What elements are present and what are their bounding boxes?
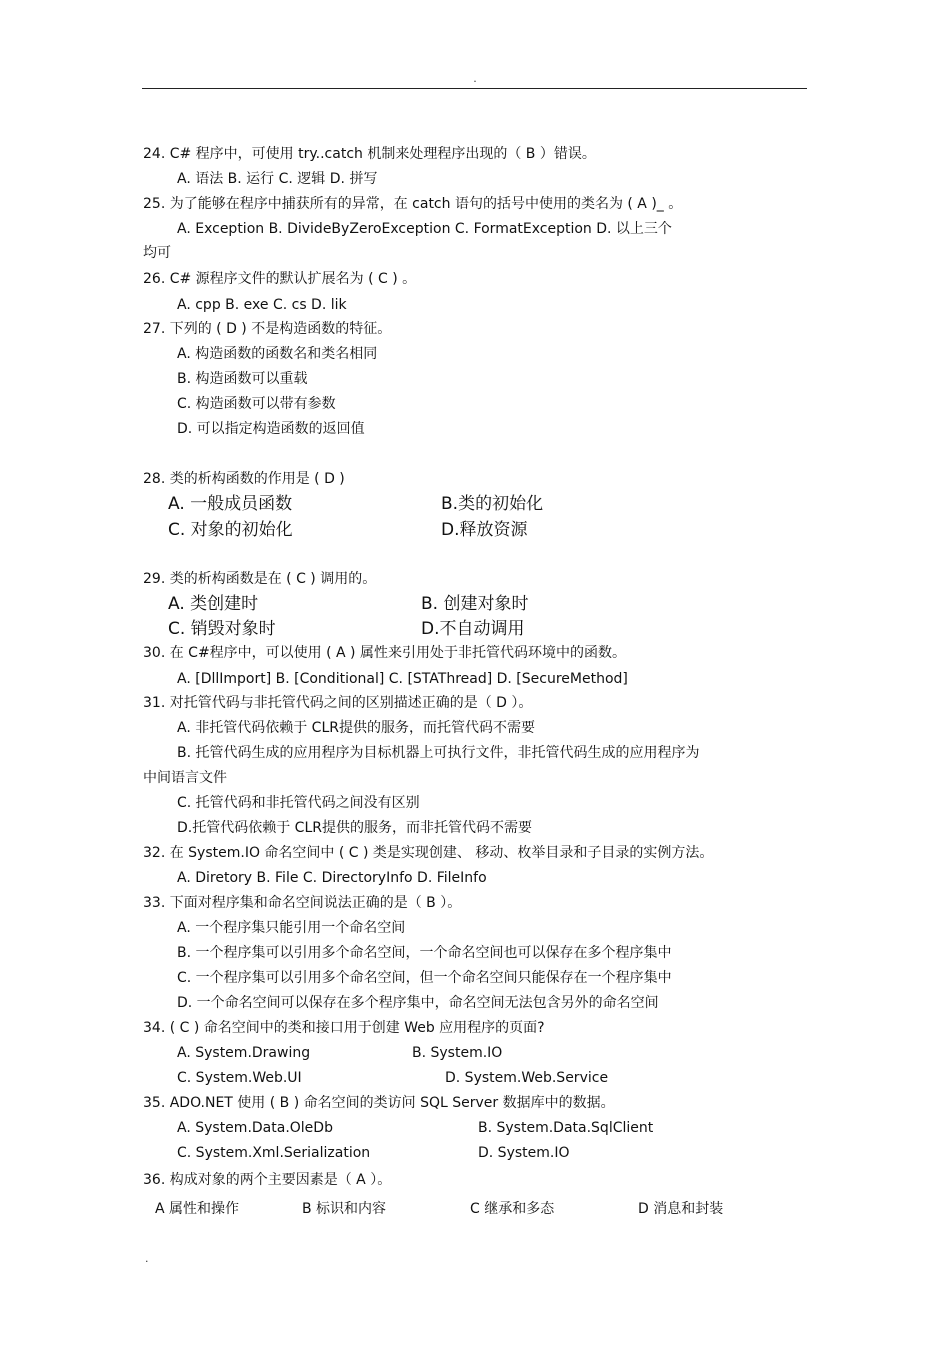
question-35-option-d: D. System.IO — [478, 1145, 570, 1161]
question-33-option-a: A. 一个程序集只能引用一个命名空间 — [177, 920, 406, 936]
question-27-option-b: B. 构造函数可以重载 — [177, 371, 308, 387]
question-24: 24. C# 程序中，可使用 try..catch 机制来处理程序出现的（ B ）错误。 — [143, 146, 596, 162]
question-35-option-c: C. System.Xml.Serialization — [177, 1145, 371, 1161]
question-26: 26. C# 源程序文件的默认扩展名为 ( C ) 。 — [143, 271, 417, 287]
question-31-option-b: B. 托管代码生成的应用程序为目标机器上可执行文件，非托管代码生成的应用程序为 — [177, 745, 700, 761]
question-28-option-a: A. 一般成员函数 — [168, 494, 293, 514]
question-25: 25. 为了能够在程序中捕获所有的异常，在 catch 语句的括号中使用的类名为 ( A )_ 。 — [143, 196, 683, 212]
question-33-option-d: D. 一个命名空间可以保存在多个程序集中，命名空间无法包含另外的命名空间 — [177, 995, 659, 1011]
question-24-options: A. 语法 B. 运行 C. 逻辑 D. 拼写 — [177, 171, 378, 187]
page-footer-dot: . — [145, 1252, 149, 1265]
question-31: 31. 对托管代码与非托管代码之间的区别描述正确的是（ D ）。 — [143, 695, 533, 711]
question-29: 29. 类的析构函数是在 ( C ) 调用的。 — [143, 571, 377, 587]
question-35: 35. ADO.NET 使用 ( B ) 命名空间的类访问 SQL Server 数据库中的数据。 — [143, 1095, 615, 1111]
page-header-dot: . — [473, 72, 477, 85]
question-33: 33. 下面对程序集和命名空间说法正确的是（ B ）。 — [143, 895, 462, 911]
question-34-option-d: D. System.Web.Service — [445, 1070, 609, 1086]
question-28-option-d: D.释放资源 — [441, 520, 528, 540]
question-36-option-d: D 消息和封装 — [638, 1201, 724, 1217]
question-30: 30. 在 C#程序中，可以使用 ( A ) 属性来引用处于非托管代码环境中的函数。 — [143, 645, 626, 661]
question-28-option-b: B.类的初始化 — [441, 494, 544, 514]
question-29-option-b: B. 创建对象时 — [421, 594, 529, 614]
question-26-options: A. cpp B. exe C. cs D. lik — [177, 297, 347, 313]
question-36-option-c: C 继承和多态 — [470, 1201, 555, 1217]
question-33-option-c: C. 一个程序集可以引用多个命名空间，但一个命名空间只能保存在一个程序集中 — [177, 970, 672, 986]
question-36: 36. 构成对象的两个主要因素是（ A ）。 — [143, 1172, 392, 1188]
question-25-options-wrap: 均可 — [143, 245, 171, 261]
question-29-option-c: C. 销毁对象时 — [168, 619, 276, 639]
question-27-option-d: D. 可以指定构造函数的返回值 — [177, 421, 365, 437]
question-34-option-a: A. System.Drawing — [177, 1045, 311, 1061]
question-25-options: A. Exception B. DivideByZeroException C. FormatException D. 以上三个 — [177, 221, 672, 237]
question-34-option-c: C. System.Web.UI — [177, 1070, 302, 1086]
question-27: 27. 下列的 ( D ) 不是构造函数的特征。 — [143, 321, 392, 337]
question-28-option-c: C. 对象的初始化 — [168, 520, 293, 540]
question-34-option-b: B. System.IO — [412, 1045, 503, 1061]
question-30-options: A. [DllImport] B. [Conditional] C. [STAThread] D. [SecureMethod] — [177, 671, 628, 687]
question-32-options: A. Diretory B. File C. DirectoryInfo D. FileInfo — [177, 870, 487, 886]
question-27-option-c: C. 构造函数可以带有参数 — [177, 396, 336, 412]
header-rule — [142, 88, 807, 89]
question-29-option-a: A. 类创建时 — [168, 594, 259, 614]
question-33-option-b: B. 一个程序集可以引用多个命名空间，一个命名空间也可以保存在多个程序集中 — [177, 945, 672, 961]
question-36-option-a: A 属性和操作 — [155, 1201, 240, 1217]
question-31-option-a: A. 非托管代码依赖于 CLR提供的服务，而托管代码不需要 — [177, 720, 535, 736]
question-35-option-b: B. System.Data.SqlClient — [478, 1120, 654, 1136]
question-28: 28. 类的析构函数的作用是 ( D ) — [143, 471, 345, 487]
question-31-option-c: C. 托管代码和非托管代码之间没有区别 — [177, 795, 420, 811]
question-31-option-d: D.托管代码依赖于 CLR提供的服务，而非托管代码不需要 — [177, 820, 532, 836]
question-27-option-a: A. 构造函数的函数名和类名相同 — [177, 346, 378, 362]
question-29-option-d: D.不自动调用 — [421, 619, 525, 639]
question-34: 34. ( C ) 命名空间中的类和接口用于创建 Web 应用程序的页面? — [143, 1020, 545, 1036]
question-35-option-a: A. System.Data.OleDb — [177, 1120, 333, 1136]
question-31-option-b-wrap: 中间语言文件 — [143, 770, 227, 786]
question-36-option-b: B 标识和内容 — [302, 1201, 387, 1217]
question-32: 32. 在 System.IO 命名空间中 ( C ) 类是实现创建、 移动、枚举目录和子目录的实例方法。 — [143, 845, 714, 861]
